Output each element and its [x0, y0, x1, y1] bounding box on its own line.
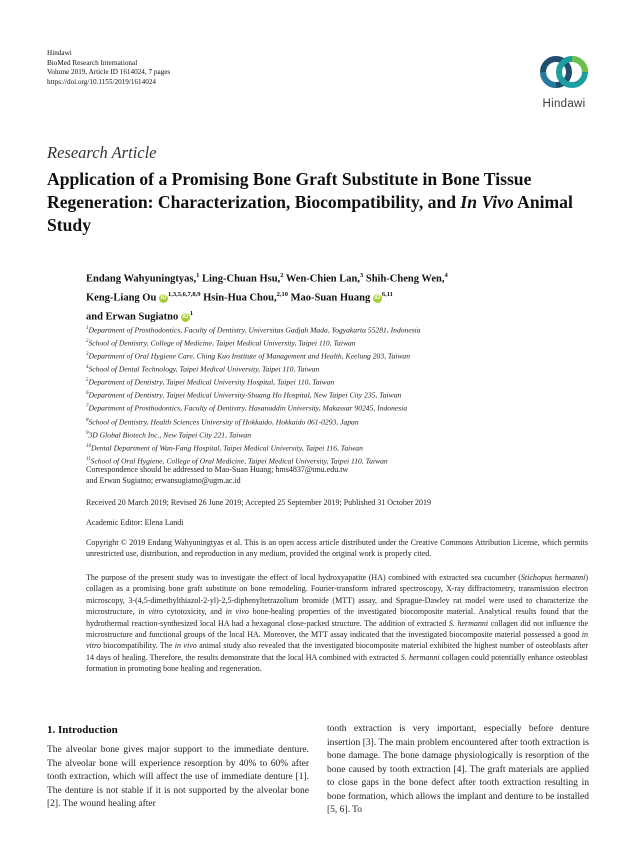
doi-link[interactable]: https://doi.org/10.1155/2019/1614024 — [47, 77, 157, 86]
affiliation-text: Department of Prosthodontics, Faculty of Dentistry, Hasanuddin University, Makassar 90245, Indonesia — [88, 404, 408, 413]
author-sup: 1 — [196, 272, 200, 279]
author-sup: 3 — [360, 272, 364, 279]
affiliation-item — [86, 441, 556, 454]
abstract-text: animal study also revealed that the investigated biocomposite material exhibited the highest number of osteoblasts after 14 days of healing. Therefore, the results demonstrate that the local HA combined with extracted — [86, 641, 588, 662]
author: Endang Wahyuningtyas, — [86, 273, 197, 285]
affiliation-list — [86, 323, 556, 467]
affiliation-text: School of Dentistry, Health Sciences University of Hokkaido, Hokkaido 061-0293, Japan — [88, 417, 359, 427]
abstract-text: The purpose of the present study was to investigate the effect of local hydroxyapatite (HA) combined with extracted sea cucumber ( — [86, 573, 521, 582]
article-type: Research Article — [47, 143, 157, 162]
correspondence-line: Correspondence should be addressed to Mao-Suan Huang; hms4837@tmu.edu.tw — [86, 465, 349, 474]
correspondence-line: and Erwan Sugiatno; erwansugiatno@ugm.ac.id — [86, 476, 241, 486]
affiliation-text: 3D Global Biotech Inc., New Taipei City 221, Taiwan — [88, 430, 251, 440]
affiliation-text: School of Oral Hygiene, College of Oral Medicine, Taipei Medical University, Taipei 110, Taiwan — [90, 456, 388, 466]
affiliation-text: Department of Dentistry, Taipei Medical University-Shuang Ho Hospital, New Taipei City 235, Taiwan — [88, 390, 402, 400]
title-part1: Application of a Promising Bone Graft Substitute in Bone Tissue Regeneration: Characterization, Biocompatibility, and — [47, 169, 532, 212]
title-part2: Animal Study — [47, 192, 573, 235]
journal-header — [47, 49, 170, 87]
affiliation-item — [86, 349, 556, 362]
author-list — [86, 268, 556, 325]
affiliation-text: Department of Oral Hygiene Care, Ching Kuo Institute of Management and Health, Keelung 203, Taiwan — [88, 351, 411, 361]
author-sup: 4 — [444, 272, 448, 279]
orcid-icon[interactable]: iD — [160, 294, 167, 301]
affiliation-item — [86, 388, 556, 401]
affiliation-sup: 10 — [86, 443, 91, 449]
affiliation-text: Department of Dentistry, Taipei Medical University Hospital, Taipei 110, Taiwan — [88, 377, 335, 387]
abstract-text: bone-healing properties of the investigated biocomposite material. Analytical results found that the hydrothermal reaction-synthesized local HA had a hexagonal close-packed structure. The addition of extracted — [86, 607, 588, 628]
author-sup: 2,10 — [276, 291, 288, 298]
section-heading-introduction: 1. Introduction — [47, 724, 118, 736]
intro-column-left: The alveolar bone gives major support to the immediate denture. The alveolar bone will experience resorption by 40% to 60% after tooth extraction, which will affect the use of immediate denture [1]. The denture is not stable if it is not supported by the alveolar bone [2]. The wound healing after — [47, 745, 309, 809]
author-sup: 6,11 — [381, 291, 393, 298]
correspondence — [86, 464, 348, 487]
affiliation-text: School of Dentistry, College of Medicine, Taipei Medical University, Taipei 110, Taiwan — [88, 338, 356, 348]
affiliation-sup: 2 — [86, 339, 89, 345]
affiliation-item — [86, 415, 556, 428]
copyright-notice: Copyright © 2019 Endang Wahyuningtyas et al. This is an open access article distributed under the Creative Commons Attribution License, which permits unrestricted use, distribution, and reproduction in any medium, provided the original work is properly cited. — [86, 538, 588, 559]
publication-dates: Received 20 March 2019; Revised 26 June 2019; Accepted 25 September 2019; Published 31 October 2019 — [86, 498, 432, 507]
intro-column-right: tooth extraction is very important, especially before denture insertion [3]. The main problem encountered after tooth extraction is bone damage. The bone damage physiologically is resorption of the bone caused by tooth extraction [4]. The graft materials are applied to close gaps in the bone defect after tooth extraction resulting in bone formation, which allows the implant and denture to be installed [5, 6]. To — [327, 724, 589, 815]
abstract-text: ) collagen as a promising bone graft substitute on bone remodeling. Fourier-transform infrared spectroscopy, X-ray diffractometry, transmission electron microscopy, 3-(4,5-dimethylthiazol-2-yl)-2,5-diphenyltetrazolium bromide (MTT) assay, and Sprague-Dawley rat model were used to characterize the microstructure, — [86, 573, 588, 617]
hindawi-logo-icon — [536, 48, 592, 96]
author: Keng-Liang Ou — [86, 292, 157, 304]
author-sup: 1 — [189, 310, 194, 317]
abstract-text: cytotoxicity, and — [163, 607, 226, 617]
title-italic: In Vivo — [460, 192, 514, 212]
abstract-italic: S. hermanni — [448, 618, 489, 628]
affiliation-sup: 5 — [86, 378, 89, 384]
author: Wen-Chien Lan, — [285, 273, 360, 285]
affiliation-sup: 11 — [86, 456, 91, 462]
author: Hsin-Hua Chou, — [203, 292, 277, 304]
abstract-italic: in vivo — [225, 607, 249, 617]
affiliation-item — [86, 401, 556, 414]
abstract-italic: in vivo — [174, 641, 197, 651]
abstract-text: collagen could potentially enhance osteoblast formation in promoting bone healing and regeneration. — [86, 652, 588, 674]
abstract-italic: S. hermanni — [400, 652, 440, 662]
affiliation-item — [86, 375, 556, 388]
publisher-name: Hindawi — [47, 49, 72, 57]
affiliation-text: Dental Department of Wan-Fang Hospital, Taipei Medical University, Taipei 116, Taiwan — [91, 443, 363, 453]
author-sup: 1,3,5,6,7,8,9 — [167, 291, 201, 298]
abstract-italic: in vitro — [86, 630, 588, 651]
logo-text: Hindawi — [542, 98, 586, 110]
abstract-text: biocompatibility. The — [100, 641, 175, 651]
author: and Erwan Sugiatno — [86, 311, 179, 323]
affiliation-sup: 7 — [86, 404, 89, 410]
affiliation-item — [86, 323, 556, 336]
affiliation-sup: 9 — [86, 430, 89, 436]
article-title — [47, 168, 607, 237]
abstract — [86, 572, 588, 675]
abstract-text: collagen did not influence the microstructure and functional groups of the local HA. Moreover, the MTT assay indicated that the investigated biocomposite material possessed a good — [86, 618, 588, 640]
affiliation-sup: 4 — [86, 365, 89, 371]
affiliation-sup: 6 — [86, 391, 89, 397]
abstract-italic: Stichopus hermanni — [520, 573, 586, 582]
affiliation-text: School of Dental Technology, Taipei Medical University, Taipei 110, Taiwan — [88, 364, 320, 374]
affiliation-sup: 8 — [86, 417, 89, 423]
affiliation-text: Department of Prosthodontics, Faculty of Dentistry, Universitas Gadjah Mada, Yogyakarta 55281, Indonesia — [88, 325, 421, 335]
author: Ling-Chuan Hsu, — [202, 273, 281, 285]
author: Mao-Suan Huang — [290, 292, 371, 304]
affiliation-item — [86, 428, 556, 441]
affiliation-sup: 3 — [86, 352, 89, 358]
academic-editor: Academic Editor: Elena Landi — [86, 518, 184, 527]
orcid-icon[interactable]: iD — [374, 294, 381, 301]
journal-name: BioMed Research International — [47, 58, 138, 67]
volume-info: Volume 2019, Article ID 1614024, 7 pages — [47, 68, 171, 77]
author-sup: 2 — [280, 272, 284, 279]
affiliation-item — [86, 336, 556, 349]
orcid-icon[interactable]: iD — [182, 313, 189, 320]
affiliation-sup: 1 — [86, 326, 89, 331]
author: Shih-Cheng Wen, — [365, 273, 445, 285]
affiliation-item — [86, 362, 556, 375]
abstract-italic: in vitro — [138, 607, 164, 617]
